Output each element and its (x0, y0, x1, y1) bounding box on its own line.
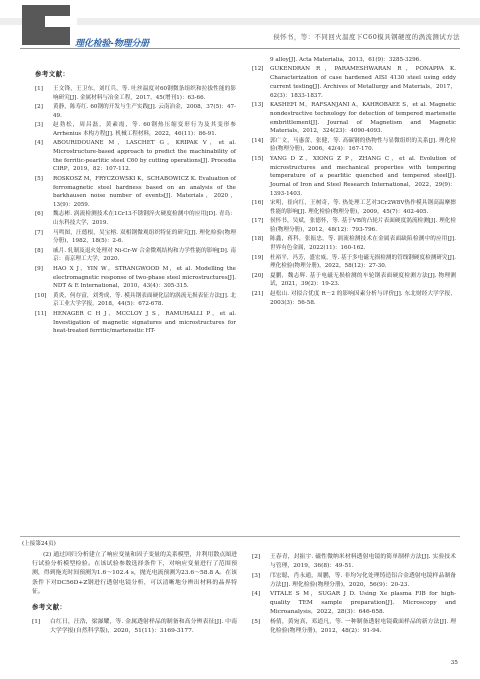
reference-item (252, 272, 456, 290)
reference-number: [4] (35, 140, 43, 147)
reference-item (35, 229, 236, 247)
reference-text: 黄静，陈寿红. 60钢的开发与生产实践[J]. 云南冶金，2008，37(5)：47-49. (53, 103, 236, 119)
reference-item (35, 121, 236, 139)
reference-item (252, 572, 456, 590)
reference-item (35, 247, 236, 265)
reference-item (252, 590, 456, 617)
reference-number: [17] (252, 218, 264, 225)
bottom-right-reference-list (252, 553, 456, 636)
conclusion-paragraph: (2) 通过回归分析建立了响应变量和因子变量的关系模型，并利用散点图进行试验分析模型检验。在该试验参数选择条件下，对响应变量进行了范围预测，得到拖光时间预测为1.6～102.4 s，抛光电流预测为23.6～58.8 A。在该条件下对DC56D+Z钢进行透射电镜分析，可以清晰地分辨出材料的晶界特征。 (32, 552, 237, 595)
reference-item (252, 137, 456, 155)
left-column (35, 70, 236, 337)
continued-from-label: (上接第24页) (22, 541, 56, 547)
reference-number: [13] (252, 101, 264, 108)
reference-number: [10] (35, 292, 47, 299)
reference-item (32, 618, 237, 636)
reference-text: 杨倩，黄宛真，邓道凡，等. 一种制备透射电镜截面样品的新方法[J]. 理化检验(物理分册)，2012，48(2)：91-94. (270, 618, 456, 634)
bottom-left-reference-list (32, 618, 237, 636)
reference-item (252, 199, 456, 217)
reference-text: 白红日，汪浩，梁瀑耀，等. 金属透射样品的制备和高分辨表征[J]. 中南大学学报(自然科学版)，2020，51(11)：3169-3177. (50, 619, 237, 635)
reference-number: [11] (35, 310, 47, 317)
reference-text: 夏鹏，魏志辉. 基于电磁无损检测的车轮钢表面硬度检测方法[J]. 物理测试，2021，39(2)：19-23. (270, 272, 456, 288)
reference-text: ABOURIDOUANE M，LASCHET G，KRIPAK V，et al. Microstructure-based approach to predict the machinability of the ferritic-pearlitic steel C60 by cutting operations[J]. Procedia CIRP，2019，82：107-112. (53, 140, 236, 173)
reference-number: [4] (252, 591, 261, 597)
bottom-right-column (252, 553, 456, 636)
header-rule (20, 48, 460, 49)
reference-text: 杜裕平，冯芳，盛宏威，等. 基于多电磁无损检测的管线钢硬度检测研究[J]. 理化检验(物理分册)，2022，58(12)：27-30. (270, 254, 456, 270)
reference-item (35, 292, 236, 310)
reference-text: 陈鑫，蒋科，张振忠，等. 涡流检测技术在金属表面缺陷检测中的应用[J]. 世界有色金属，2022(11)：160-162. (270, 236, 456, 252)
reference-item (252, 553, 456, 571)
reference-number: [7] (35, 229, 43, 236)
reference-number: [15] (252, 155, 264, 162)
reference-text: HENAGER C H J，MCCLOY J S，RAMUHALLI P，et al. Investigation of magnetic signatures and microstructures for heat-treated ferritic/martensitic HT- (53, 310, 236, 335)
reference-text: GUKENDRAN R，PARAMESHWARAN R，PONAPPA K. Characterization of case hardened AISI 4130 steel using eddy current testing[J]. Archives of Metallurgy and Materials，2017，62(3)：1833-1837. (270, 66, 456, 99)
reference-text: 王文锋，王卫东，刘红兵，等. 吐丝温度对60钢微条组织和拉拔性能的影响研究[J]. 金属材料与冶金工程，2017，45(增刊1)：63-66. (53, 85, 236, 101)
page-number: 35 (450, 660, 458, 666)
reference-item (252, 65, 456, 100)
reference-number: [2] (35, 103, 43, 110)
reference-number: [2] (252, 554, 261, 560)
reference-number: [14] (252, 137, 264, 144)
reference-text: 王春青，封振宇. 磁性微纳米材料透射电镜的简单制样方法[J]. 实验技术与管理，2019，36(8)：49-51. (270, 554, 456, 569)
journal-logo-notch (45, 16, 77, 27)
reference-text: ROSKOSZ M，FRYCZOWSKI K，SCHABOWICZ K. Evaluation of ferromagnetic steel hardness based on an analysis of the barkhausen noise number of events[J]. Materials，2020，13(9)：2059. (53, 175, 236, 209)
reference-number: [1] (32, 619, 41, 626)
reference-number: [5] (35, 175, 43, 182)
reference-number: [3] (35, 121, 43, 128)
reference-text: 赵松山. 对拟合优度 R－2 的影响因素分析与评价[J]. 东北财经大学学报，2003(3)：56-58. (270, 290, 456, 306)
reference-item (35, 210, 236, 228)
reference-item (252, 235, 456, 253)
reference-text: KASHEFI M，RAFSANJANI A，KAHROBAEE S，et al. Magnetic nondestructive technology for detection of tempered martensite embrittlement[J]. Journal of Magnetism and Magnetic Materials，2012，324(23)：4090-4093. (270, 101, 456, 135)
reference-text: 马鸣图，汪德根，吴宝榕. 双相钢微观组织特征的研究[J]. 理化检验(物理分册)，1982，18(5)：2-6. (53, 229, 236, 245)
reference-number: [21] (252, 290, 264, 297)
reference-number: [12] (252, 66, 264, 73)
reference-number: [19] (252, 254, 264, 261)
reference-number: [5] (252, 618, 261, 625)
bottom-references-heading: 参考文献： (32, 603, 67, 612)
reference-item (252, 254, 456, 272)
reference-text: 赵勃松，周昌磊，黄素霞，等. 60钢热压缩变形行为及其变形参 Arrhenius 本构方程[J]. 机械工程材料，2022，46(11)：86-91. (53, 121, 236, 137)
reference-text: HAO X J，YIN W，STRANGWOOD M，et al. Modelling the electromagnetic response of two-phase steel microstructures[J]. NDT & E International，2010，43(4)：305-315. (53, 265, 236, 290)
reference-text: 侯怀书，吴斌，张德怀，等. 基于VB的凸轮片表面硬度涡流检测[J]. 理化检验(物理分册)，2012，48(12)：793-796. (270, 218, 456, 234)
reference-number: [20] (252, 272, 264, 279)
section-divider (20, 536, 460, 537)
running-title: 侯怀书，等：不同回火温度下C60模具钢硬度的涡流测试方法 (273, 33, 460, 41)
reference-item (35, 85, 236, 103)
reference-item (252, 290, 456, 308)
reference-item (35, 103, 236, 121)
reference-number: [1] (35, 85, 43, 92)
reference-text: 邝宏聪，肖永通，周鹏，等. 非均匀化处理铸造铝合金透射电镜样品制备方法[J]. 理化检验(物理分册)，2020，56(9)：20-23. (270, 572, 456, 588)
reference-text: 魏志彬. 涡流检测技术在1Cr13不锈钢淬火硬度检测中的应用[D]. 青岛：山东科技大学，2019. (53, 211, 236, 227)
left-reference-list (35, 85, 236, 336)
right-column (252, 56, 456, 308)
reference-item (252, 618, 456, 636)
journal-logo-text: 理化检验-物理分册 (75, 39, 149, 49)
reference-text: VITALE S M，SUGAR J D. Using Xe plasma FIB for high-quality TEM sample preparation[J]. Microscopy and Microanalysis，2022，28(3)：646-658. (270, 591, 456, 615)
reference-item (252, 155, 456, 199)
reference-number: [18] (252, 236, 264, 243)
reference-number: [8] (35, 247, 43, 254)
page-header (0, 0, 480, 48)
reference-number: [9] (35, 265, 43, 272)
reference-item (35, 139, 236, 174)
reference-number: [6] (35, 211, 43, 218)
reference-item (252, 101, 456, 136)
reference-item (35, 175, 236, 210)
reference-number: [16] (252, 200, 264, 207)
reference-text: 宋明，崔向红，王树奇，等. 热处理工艺对3Cr2W8V热作模具钢高温摩擦性能的影响[J]. 理化检验(物理分册)，2009，45(7)：402-405. (270, 200, 456, 216)
reference-item (35, 310, 236, 336)
reference-item (252, 217, 456, 235)
reference-number: [3] (252, 572, 261, 579)
reference-continuation: 9 alloy[J]. Acta Materialia，2013，61(9)：3285-3296. (270, 57, 422, 63)
reference-text: 黄炎，何存富，刘秀成，等. 模具钢表面硬化层的涡流无损表征方法[J]. 北京工业大学学报，2018，44(5)：672-678. (53, 292, 236, 308)
reference-item (35, 265, 236, 291)
reference-text: 戚月. 轧制及退火处理对 Ni-Cr-W 合金微观结构和力学性能的影响[D]. 南京：南京理工大学，2020. (53, 247, 236, 263)
reference-text: 郭广文，马惠蕾，张健，等. 高碳钢的热物性与显微组织的关系[J]. 理化检验(物理分册)，2006，42(4)：167-170. (270, 137, 456, 153)
right-reference-list (252, 65, 456, 307)
references-heading: 参考文献： (35, 70, 70, 78)
bottom-left-block (32, 551, 237, 637)
reference-text: YANG D Z，XIONG Z P，ZHANG C，et al. Evolution of microstructures and mechanical properties with tempering temperature of a pearlitic quenched and tempered steel[J]. Journal of Iron and Steel Research International，2022，29(9)：1393-1403. (270, 155, 456, 197)
